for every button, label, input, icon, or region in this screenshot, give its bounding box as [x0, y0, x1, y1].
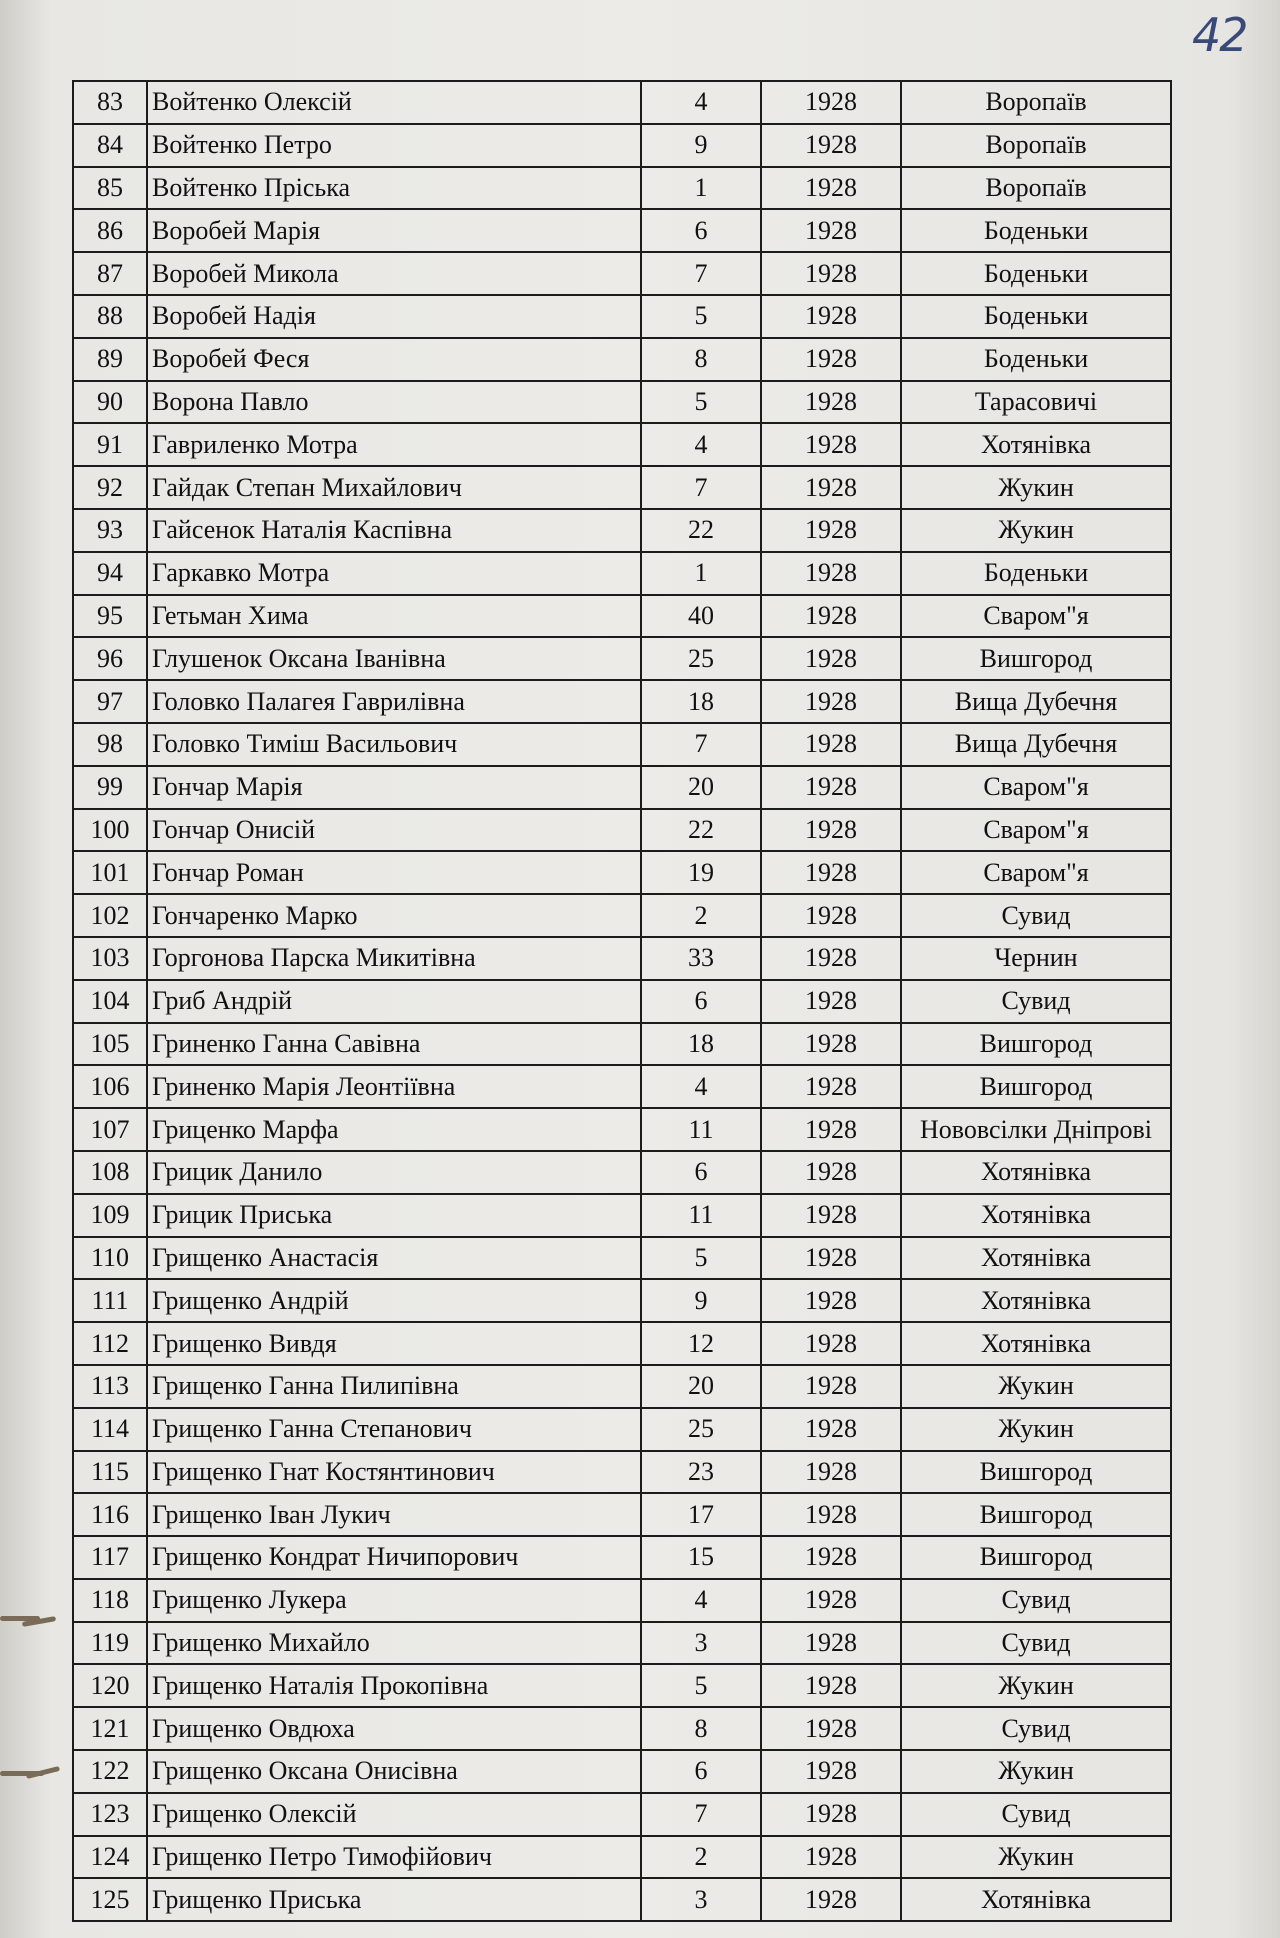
row-number: 111 [73, 1279, 147, 1322]
count-value: 9 [641, 124, 761, 167]
place-name: Сувид [901, 980, 1171, 1023]
person-name: Гаркавко Мотра [147, 552, 641, 595]
year-value: 1928 [761, 338, 901, 381]
place-name: Воропаїв [901, 124, 1171, 167]
count-value: 33 [641, 937, 761, 980]
person-name: Гайсенок Наталія Каспівна [147, 509, 641, 552]
count-value: 7 [641, 466, 761, 509]
row-number: 105 [73, 1023, 147, 1066]
place-name: Боденьки [901, 252, 1171, 295]
row-number: 109 [73, 1194, 147, 1237]
binding-thread-bottom [0, 1766, 62, 1782]
table-row [73, 809, 1171, 852]
person-name: Грищенко Ганна Степанович [147, 1408, 641, 1451]
person-name: Гайдак Степан Михайлович [147, 466, 641, 509]
table-row [73, 1237, 1171, 1280]
count-value: 11 [641, 1108, 761, 1151]
person-name: Войтенко Петро [147, 124, 641, 167]
place-name: Вишгород [901, 637, 1171, 680]
table-row [73, 1279, 1171, 1322]
count-value: 5 [641, 1237, 761, 1280]
year-value: 1928 [761, 509, 901, 552]
table-row [73, 1707, 1171, 1750]
table-row [73, 1664, 1171, 1707]
year-value: 1928 [761, 1365, 901, 1408]
place-name: Боденьки [901, 338, 1171, 381]
row-number: 118 [73, 1579, 147, 1622]
table-row [73, 124, 1171, 167]
row-number: 92 [73, 466, 147, 509]
place-name: Вишгород [901, 1023, 1171, 1066]
row-number: 116 [73, 1493, 147, 1536]
count-value: 20 [641, 1365, 761, 1408]
table-row [73, 1365, 1171, 1408]
count-value: 19 [641, 851, 761, 894]
place-name: Жукин [901, 1664, 1171, 1707]
year-value: 1928 [761, 980, 901, 1023]
row-number: 89 [73, 338, 147, 381]
year-value: 1928 [761, 1408, 901, 1451]
table-row [73, 1023, 1171, 1066]
year-value: 1928 [761, 1194, 901, 1237]
year-value: 1928 [761, 1108, 901, 1151]
count-value: 8 [641, 338, 761, 381]
person-name: Гончар Онисій [147, 809, 641, 852]
person-name: Гетьман Хима [147, 595, 641, 638]
row-number: 101 [73, 851, 147, 894]
person-name: Гончаренко Марко [147, 894, 641, 937]
person-name: Глушенок Оксана Іванівна [147, 637, 641, 680]
person-name: Гриненко Ганна Савівна [147, 1023, 641, 1066]
count-value: 22 [641, 809, 761, 852]
row-number: 103 [73, 937, 147, 980]
table-row [73, 1836, 1171, 1879]
person-name: Грищенко Вивдя [147, 1322, 641, 1365]
year-value: 1928 [761, 124, 901, 167]
count-value: 7 [641, 723, 761, 766]
year-value: 1928 [761, 894, 901, 937]
year-value: 1928 [761, 723, 901, 766]
row-number: 93 [73, 509, 147, 552]
year-value: 1928 [761, 1493, 901, 1536]
count-value: 2 [641, 894, 761, 937]
table-row [73, 1622, 1171, 1665]
count-value: 4 [641, 423, 761, 466]
year-value: 1928 [761, 1451, 901, 1494]
count-value: 8 [641, 1707, 761, 1750]
person-name: Грищенко Андрій [147, 1279, 641, 1322]
year-value: 1928 [761, 595, 901, 638]
year-value: 1928 [761, 680, 901, 723]
place-name: Хотянівка [901, 1237, 1171, 1280]
table-row [73, 937, 1171, 980]
register-table-body [73, 81, 1171, 1921]
table-row [73, 167, 1171, 210]
count-value: 11 [641, 1194, 761, 1237]
table-row [73, 1793, 1171, 1836]
year-value: 1928 [761, 637, 901, 680]
count-value: 6 [641, 1151, 761, 1194]
row-number: 113 [73, 1365, 147, 1408]
place-name: Сваром"я [901, 809, 1171, 852]
person-name: Грищенко Лукера [147, 1579, 641, 1622]
place-name: Жукин [901, 1365, 1171, 1408]
person-name: Гончар Роман [147, 851, 641, 894]
table-row [73, 1065, 1171, 1108]
table-row [73, 1493, 1171, 1536]
person-name: Войтенко Олексій [147, 81, 641, 124]
person-name: Грищенко Приська [147, 1878, 641, 1921]
place-name: Воропаїв [901, 167, 1171, 210]
row-number: 121 [73, 1707, 147, 1750]
table-row [73, 466, 1171, 509]
handwritten-page-number: 42 [1192, 8, 1247, 62]
row-number: 100 [73, 809, 147, 852]
year-value: 1928 [761, 1707, 901, 1750]
place-name: Тарасовичі [901, 381, 1171, 424]
count-value: 5 [641, 1664, 761, 1707]
table-row [73, 1878, 1171, 1921]
row-number: 95 [73, 595, 147, 638]
count-value: 4 [641, 81, 761, 124]
table-row [73, 552, 1171, 595]
row-number: 106 [73, 1065, 147, 1108]
table-row [73, 766, 1171, 809]
table-row [73, 1750, 1171, 1793]
year-value: 1928 [761, 209, 901, 252]
count-value: 12 [641, 1322, 761, 1365]
row-number: 108 [73, 1151, 147, 1194]
year-value: 1928 [761, 1750, 901, 1793]
place-name: Хотянівка [901, 1194, 1171, 1237]
year-value: 1928 [761, 295, 901, 338]
row-number: 96 [73, 637, 147, 680]
count-value: 40 [641, 595, 761, 638]
place-name: Воропаїв [901, 81, 1171, 124]
year-value: 1928 [761, 809, 901, 852]
place-name: Сувид [901, 1707, 1171, 1750]
year-value: 1928 [761, 1023, 901, 1066]
table-row [73, 894, 1171, 937]
count-value: 18 [641, 680, 761, 723]
row-number: 85 [73, 167, 147, 210]
count-value: 20 [641, 766, 761, 809]
person-name: Головко Палагея Гаврилівна [147, 680, 641, 723]
year-value: 1928 [761, 1836, 901, 1879]
year-value: 1928 [761, 1279, 901, 1322]
person-name: Грищенко Ганна Пилипівна [147, 1365, 641, 1408]
person-name: Грищенко Гнат Костянтинович [147, 1451, 641, 1494]
year-value: 1928 [761, 1322, 901, 1365]
year-value: 1928 [761, 851, 901, 894]
person-name: Грищенко Іван Лукич [147, 1493, 641, 1536]
count-value: 23 [641, 1451, 761, 1494]
table-row [73, 1108, 1171, 1151]
place-name: Вища Дубечня [901, 723, 1171, 766]
place-name: Чернин [901, 937, 1171, 980]
table-row [73, 1579, 1171, 1622]
count-value: 3 [641, 1878, 761, 1921]
person-name: Гончар Марія [147, 766, 641, 809]
table-row [73, 723, 1171, 766]
place-name: Боденьки [901, 295, 1171, 338]
count-value: 5 [641, 295, 761, 338]
year-value: 1928 [761, 423, 901, 466]
count-value: 1 [641, 167, 761, 210]
place-name: Сваром"я [901, 595, 1171, 638]
table-row [73, 980, 1171, 1023]
table-row [73, 209, 1171, 252]
row-number: 115 [73, 1451, 147, 1494]
row-number: 112 [73, 1322, 147, 1365]
place-name: Хотянівка [901, 1878, 1171, 1921]
place-name: Нововсілки Дніпрові [901, 1108, 1171, 1151]
year-value: 1928 [761, 1237, 901, 1280]
count-value: 6 [641, 209, 761, 252]
place-name: Сувид [901, 894, 1171, 937]
person-name: Грищенко Оксана Онисівна [147, 1750, 641, 1793]
person-name: Гриценко Марфа [147, 1108, 641, 1151]
count-value: 3 [641, 1622, 761, 1665]
place-name: Вишгород [901, 1451, 1171, 1494]
year-value: 1928 [761, 1793, 901, 1836]
place-name: Сувид [901, 1579, 1171, 1622]
table-row [73, 81, 1171, 124]
row-number: 98 [73, 723, 147, 766]
place-name: Хотянівка [901, 1151, 1171, 1194]
year-value: 1928 [761, 252, 901, 295]
count-value: 22 [641, 509, 761, 552]
year-value: 1928 [761, 1151, 901, 1194]
count-value: 7 [641, 1793, 761, 1836]
person-name: Воробей Феся [147, 338, 641, 381]
row-number: 88 [73, 295, 147, 338]
person-name: Воробей Микола [147, 252, 641, 295]
table-row [73, 338, 1171, 381]
person-name: Гавриленко Мотра [147, 423, 641, 466]
row-number: 123 [73, 1793, 147, 1836]
table-row [73, 1536, 1171, 1579]
table-row [73, 509, 1171, 552]
row-number: 94 [73, 552, 147, 595]
person-name: Грицик Данило [147, 1151, 641, 1194]
register-table [72, 80, 1172, 1922]
row-number: 104 [73, 980, 147, 1023]
row-number: 91 [73, 423, 147, 466]
year-value: 1928 [761, 1065, 901, 1108]
count-value: 15 [641, 1536, 761, 1579]
year-value: 1928 [761, 81, 901, 124]
place-name: Жукин [901, 466, 1171, 509]
table-row [73, 1451, 1171, 1494]
person-name: Грищенко Наталія Прокопівна [147, 1664, 641, 1707]
person-name: Грицик Приська [147, 1194, 641, 1237]
person-name: Войтенко Пріська [147, 167, 641, 210]
table-row [73, 423, 1171, 466]
row-number: 86 [73, 209, 147, 252]
table-row [73, 851, 1171, 894]
count-value: 7 [641, 252, 761, 295]
binding-thread-top [0, 1612, 62, 1628]
count-value: 1 [641, 552, 761, 595]
row-number: 120 [73, 1664, 147, 1707]
place-name: Хотянівка [901, 1279, 1171, 1322]
year-value: 1928 [761, 552, 901, 595]
person-name: Грищенко Олексій [147, 1793, 641, 1836]
row-number: 117 [73, 1536, 147, 1579]
person-name: Горгонова Парска Микитівна [147, 937, 641, 980]
table-row [73, 1194, 1171, 1237]
year-value: 1928 [761, 1664, 901, 1707]
year-value: 1928 [761, 766, 901, 809]
table-row [73, 637, 1171, 680]
place-name: Хотянівка [901, 423, 1171, 466]
row-number: 122 [73, 1750, 147, 1793]
person-name: Грищенко Кондрат Ничипорович [147, 1536, 641, 1579]
table-row [73, 1322, 1171, 1365]
year-value: 1928 [761, 1622, 901, 1665]
row-number: 102 [73, 894, 147, 937]
count-value: 6 [641, 1750, 761, 1793]
row-number: 114 [73, 1408, 147, 1451]
year-value: 1928 [761, 1579, 901, 1622]
year-value: 1928 [761, 466, 901, 509]
row-number: 110 [73, 1237, 147, 1280]
table-row [73, 680, 1171, 723]
row-number: 84 [73, 124, 147, 167]
place-name: Вишгород [901, 1065, 1171, 1108]
table-row [73, 381, 1171, 424]
table-row [73, 1408, 1171, 1451]
place-name: Сваром"я [901, 851, 1171, 894]
person-name: Грищенко Михайло [147, 1622, 641, 1665]
count-value: 18 [641, 1023, 761, 1066]
table-row [73, 295, 1171, 338]
row-number: 124 [73, 1836, 147, 1879]
row-number: 90 [73, 381, 147, 424]
count-value: 4 [641, 1579, 761, 1622]
table-row [73, 1151, 1171, 1194]
place-name: Сваром"я [901, 766, 1171, 809]
year-value: 1928 [761, 937, 901, 980]
row-number: 119 [73, 1622, 147, 1665]
table-row [73, 595, 1171, 638]
place-name: Сувид [901, 1793, 1171, 1836]
place-name: Сувид [901, 1622, 1171, 1665]
count-value: 9 [641, 1279, 761, 1322]
person-name: Гриненко Марія Леонтіївна [147, 1065, 641, 1108]
place-name: Вишгород [901, 1493, 1171, 1536]
count-value: 17 [641, 1493, 761, 1536]
person-name: Головко Тиміш Васильович [147, 723, 641, 766]
count-value: 25 [641, 1408, 761, 1451]
person-name: Воробей Надія [147, 295, 641, 338]
row-number: 107 [73, 1108, 147, 1151]
year-value: 1928 [761, 167, 901, 210]
place-name: Боденьки [901, 209, 1171, 252]
count-value: 6 [641, 980, 761, 1023]
place-name: Жукин [901, 1408, 1171, 1451]
place-name: Хотянівка [901, 1322, 1171, 1365]
count-value: 25 [641, 637, 761, 680]
year-value: 1928 [761, 381, 901, 424]
place-name: Вища Дубечня [901, 680, 1171, 723]
place-name: Жукин [901, 1750, 1171, 1793]
count-value: 4 [641, 1065, 761, 1108]
place-name: Боденьки [901, 552, 1171, 595]
person-name: Ворона Павло [147, 381, 641, 424]
count-value: 2 [641, 1836, 761, 1879]
place-name: Вишгород [901, 1536, 1171, 1579]
row-number: 99 [73, 766, 147, 809]
table-row [73, 252, 1171, 295]
row-number: 125 [73, 1878, 147, 1921]
count-value: 5 [641, 381, 761, 424]
person-name: Грищенко Петро Тимофійович [147, 1836, 641, 1879]
place-name: Жукин [901, 1836, 1171, 1879]
year-value: 1928 [761, 1878, 901, 1921]
person-name: Воробей Марія [147, 209, 641, 252]
person-name: Грищенко Анастасія [147, 1237, 641, 1280]
person-name: Гриб Андрій [147, 980, 641, 1023]
row-number: 87 [73, 252, 147, 295]
place-name: Жукин [901, 509, 1171, 552]
person-name: Грищенко Овдюха [147, 1707, 641, 1750]
year-value: 1928 [761, 1536, 901, 1579]
row-number: 83 [73, 81, 147, 124]
row-number: 97 [73, 680, 147, 723]
